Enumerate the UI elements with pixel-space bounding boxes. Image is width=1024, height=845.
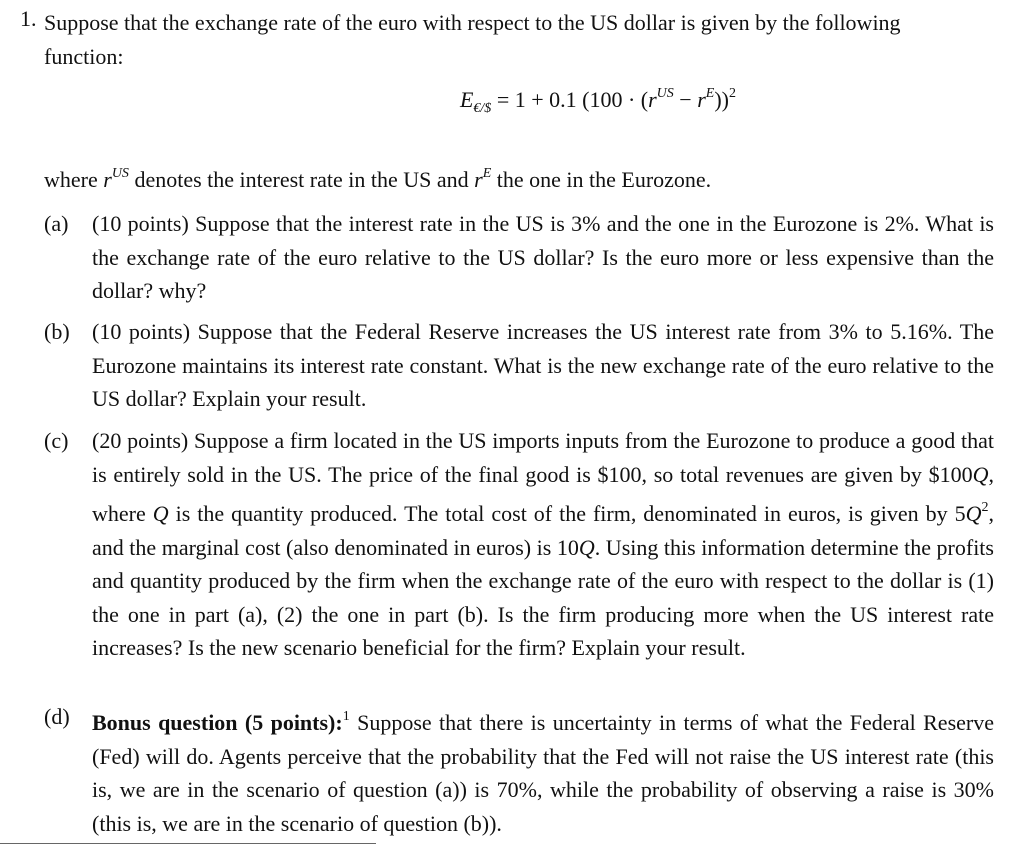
part-a-text: (10 points) Suppose that the interest rate in the US is 3% and the one in the Eurozone is 2%. What is the exchange rate of the euro relative to the US dollar? Is the euro more or less expensive than the dollar? why? — [92, 211, 994, 303]
part-c-label: (c) — [44, 428, 69, 453]
question-number: 1. — [20, 6, 37, 31]
part-b — [44, 315, 994, 416]
part-b-text: (10 points) Suppose that the Federal Reserve increases the US interest rate from 3% to 5.16%. The Eurozone maintains its interest rate constant. What is the new exchange rate of the euro relative to the US dollar? Explain your result. — [92, 319, 994, 411]
where-mid: denotes the interest rate in the US and — [128, 167, 475, 192]
part-c-t5: . Using this information determine the profits and quantity produced by the firm when the exchange rate of the euro with respect to the dollar is (1) the one in part (a), (2) the one in part (b). Is the firm producing more when the US interest rate increases? Is the new scenario beneficial for the firm? Explain your result. — [92, 534, 994, 660]
var-q: Q — [578, 534, 595, 560]
bonus-heading: Bonus question (5 points): — [92, 710, 343, 735]
footnote-rule — [0, 843, 376, 844]
footnote-mark: 1 — [342, 709, 350, 724]
eq-rhs-part: = 1 + 0.1 (100 · ( — [491, 87, 649, 112]
eq-sup-e: E — [705, 86, 715, 101]
where-sentence — [44, 158, 711, 196]
part-d-body: Suppose that there is uncertainty in terms of what the Federal Reserve (Fed) will do. Agents perceive that the probability that the Fed will not raise the US interest rate (this is, we are in the scenario of question (a)) is 70%, while the probability of observing a raise is 30% (this is, we are in the scenario of question (b)). — [92, 710, 994, 836]
eq-power: 2 — [729, 86, 736, 101]
eq-r-e: r — [697, 87, 706, 112]
part-c-t2: , where — [92, 461, 994, 526]
where-sup-us: US — [111, 166, 129, 181]
eq-sup-us: US — [656, 86, 674, 101]
question-intro: Suppose that the exchange rate of the euro with respect to the US dollar is given by the following function: — [44, 10, 901, 69]
part-c-text — [92, 424, 994, 665]
part-c-t1: (20 points) Suppose a firm located in the US imports inputs from the Eurozone to produce a good that is entirely sold in the US. The price of the final good is $100, so total revenues are given by $100 — [92, 428, 994, 487]
eq-minus: − — [673, 87, 698, 112]
where-r-us: r — [103, 167, 112, 192]
part-c-t3: is the quantity produced. The total cost of the firm, denominated in euros, is given by 5 — [168, 501, 966, 526]
var-q: Q — [972, 461, 989, 487]
where-pre: where — [44, 167, 104, 192]
part-c — [44, 424, 994, 665]
var-q: Q — [152, 501, 169, 526]
eq-lhs-symbol: E — [459, 87, 474, 112]
part-c-t4: , and the marginal cost (also denominated in euros) is 10 — [92, 501, 994, 560]
eq-close: )) — [714, 87, 729, 112]
where-post: the one in the Eurozone. — [491, 167, 712, 192]
part-b-label: (b) — [44, 319, 70, 344]
eq-lhs-subscript: €/$ — [473, 101, 492, 116]
where-r-e: r — [474, 167, 483, 192]
exchange-rate-equation — [0, 86, 736, 117]
square-exponent: 2 — [981, 500, 989, 515]
where-sup-e: E — [482, 166, 492, 181]
var-q: Q — [965, 501, 982, 526]
part-a — [44, 207, 994, 308]
part-d-text — [92, 700, 994, 840]
part-a-label: (a) — [44, 211, 69, 236]
eq-r-us: r — [648, 87, 657, 112]
part-d — [44, 700, 994, 840]
part-d-label: (d) — [44, 704, 70, 729]
